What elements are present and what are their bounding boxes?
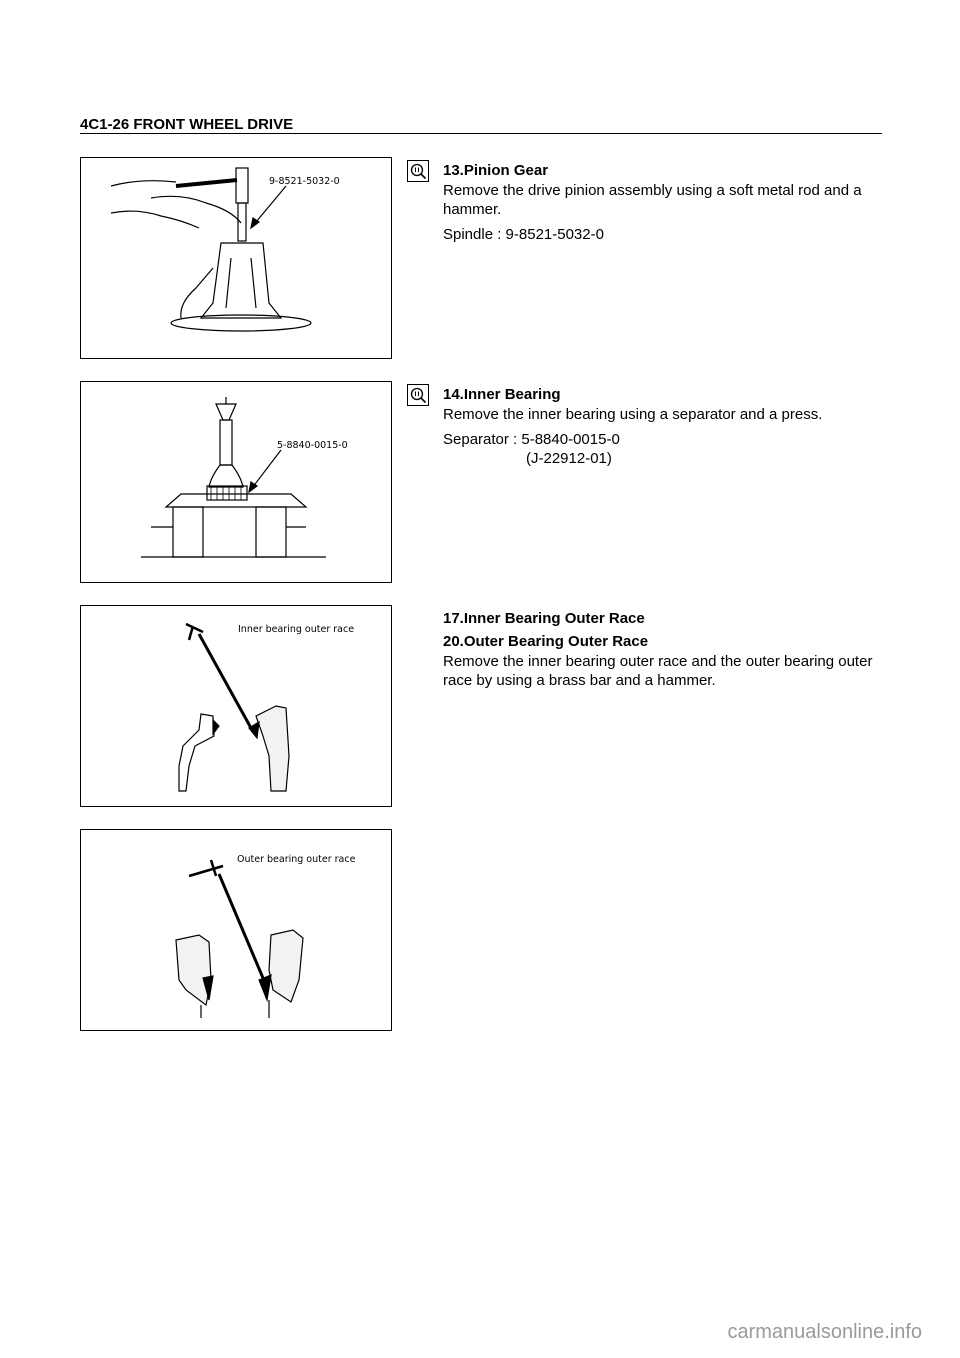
step-body: Remove the inner bearing outer race and the outer bearing outer race by using a brass bar and a hammer. — [443, 653, 873, 689]
hammer — [189, 860, 223, 876]
step-title: 17.Inner Bearing Outer Race — [443, 610, 645, 627]
step-body: Remove the inner bearing using a separator and a press. — [443, 406, 823, 423]
shaft-top — [216, 404, 236, 420]
race-right — [259, 975, 271, 1000]
housing — [201, 243, 281, 318]
pinion-body — [209, 465, 243, 487]
step-body: Remove the drive pinion assembly using a soft metal rod and a hammer. — [443, 182, 862, 218]
step-outer-races — [443, 609, 888, 690]
housing-right — [269, 930, 303, 1002]
housing-flange — [181, 268, 213, 318]
figure-pinion-gear — [80, 157, 392, 359]
figure-label: Outer bearing outer race — [237, 854, 356, 865]
housing-left — [176, 935, 211, 1005]
figure-inner-bearing — [80, 381, 392, 583]
press-block-left — [173, 507, 203, 557]
step-title: 13.Pinion Gear — [443, 162, 549, 179]
hand-line — [151, 196, 241, 223]
magnifier-note-icon — [407, 384, 429, 406]
hand-line — [111, 181, 176, 186]
step-title-secondary: 20.Outer Bearing Outer Race — [443, 633, 649, 650]
bearing-rollers — [211, 486, 241, 500]
header-rule — [80, 133, 882, 134]
magnifier-note-icon — [407, 160, 429, 182]
brass-bar — [219, 874, 263, 978]
figure-label: 5-8840-0015-0 — [277, 440, 348, 451]
step-inner-bearing — [443, 385, 888, 468]
tool-spec-alt: (J-22912-01) — [526, 450, 612, 467]
rod — [238, 203, 246, 241]
housing-right — [256, 706, 289, 791]
brass-bar — [199, 634, 251, 728]
figure-label: 9-8521-5032-0 — [269, 176, 340, 187]
hand-line — [111, 211, 199, 228]
housing-rib — [226, 258, 256, 308]
pinion-shaft — [220, 420, 232, 465]
figure-outer-race — [80, 829, 392, 1031]
race-left — [213, 720, 219, 734]
page-header: 4C1-26 FRONT WHEEL DRIVE — [80, 116, 294, 133]
tool-spec: Spindle : 9-8521-5032-0 — [443, 226, 604, 243]
figure-inner-race — [80, 605, 392, 807]
step-pinion-gear — [443, 161, 888, 244]
hammer-head — [236, 168, 248, 203]
step-title: 14.Inner Bearing — [443, 386, 561, 403]
watermark: carmanualsonline.info — [727, 1321, 922, 1343]
tool-spec: Separator : 5-8840-0015-0 — [443, 431, 620, 448]
housing-left — [179, 714, 214, 791]
press-block-right — [256, 507, 286, 557]
figure-label: Inner bearing outer race — [238, 624, 355, 635]
hammer-handle — [176, 180, 237, 186]
